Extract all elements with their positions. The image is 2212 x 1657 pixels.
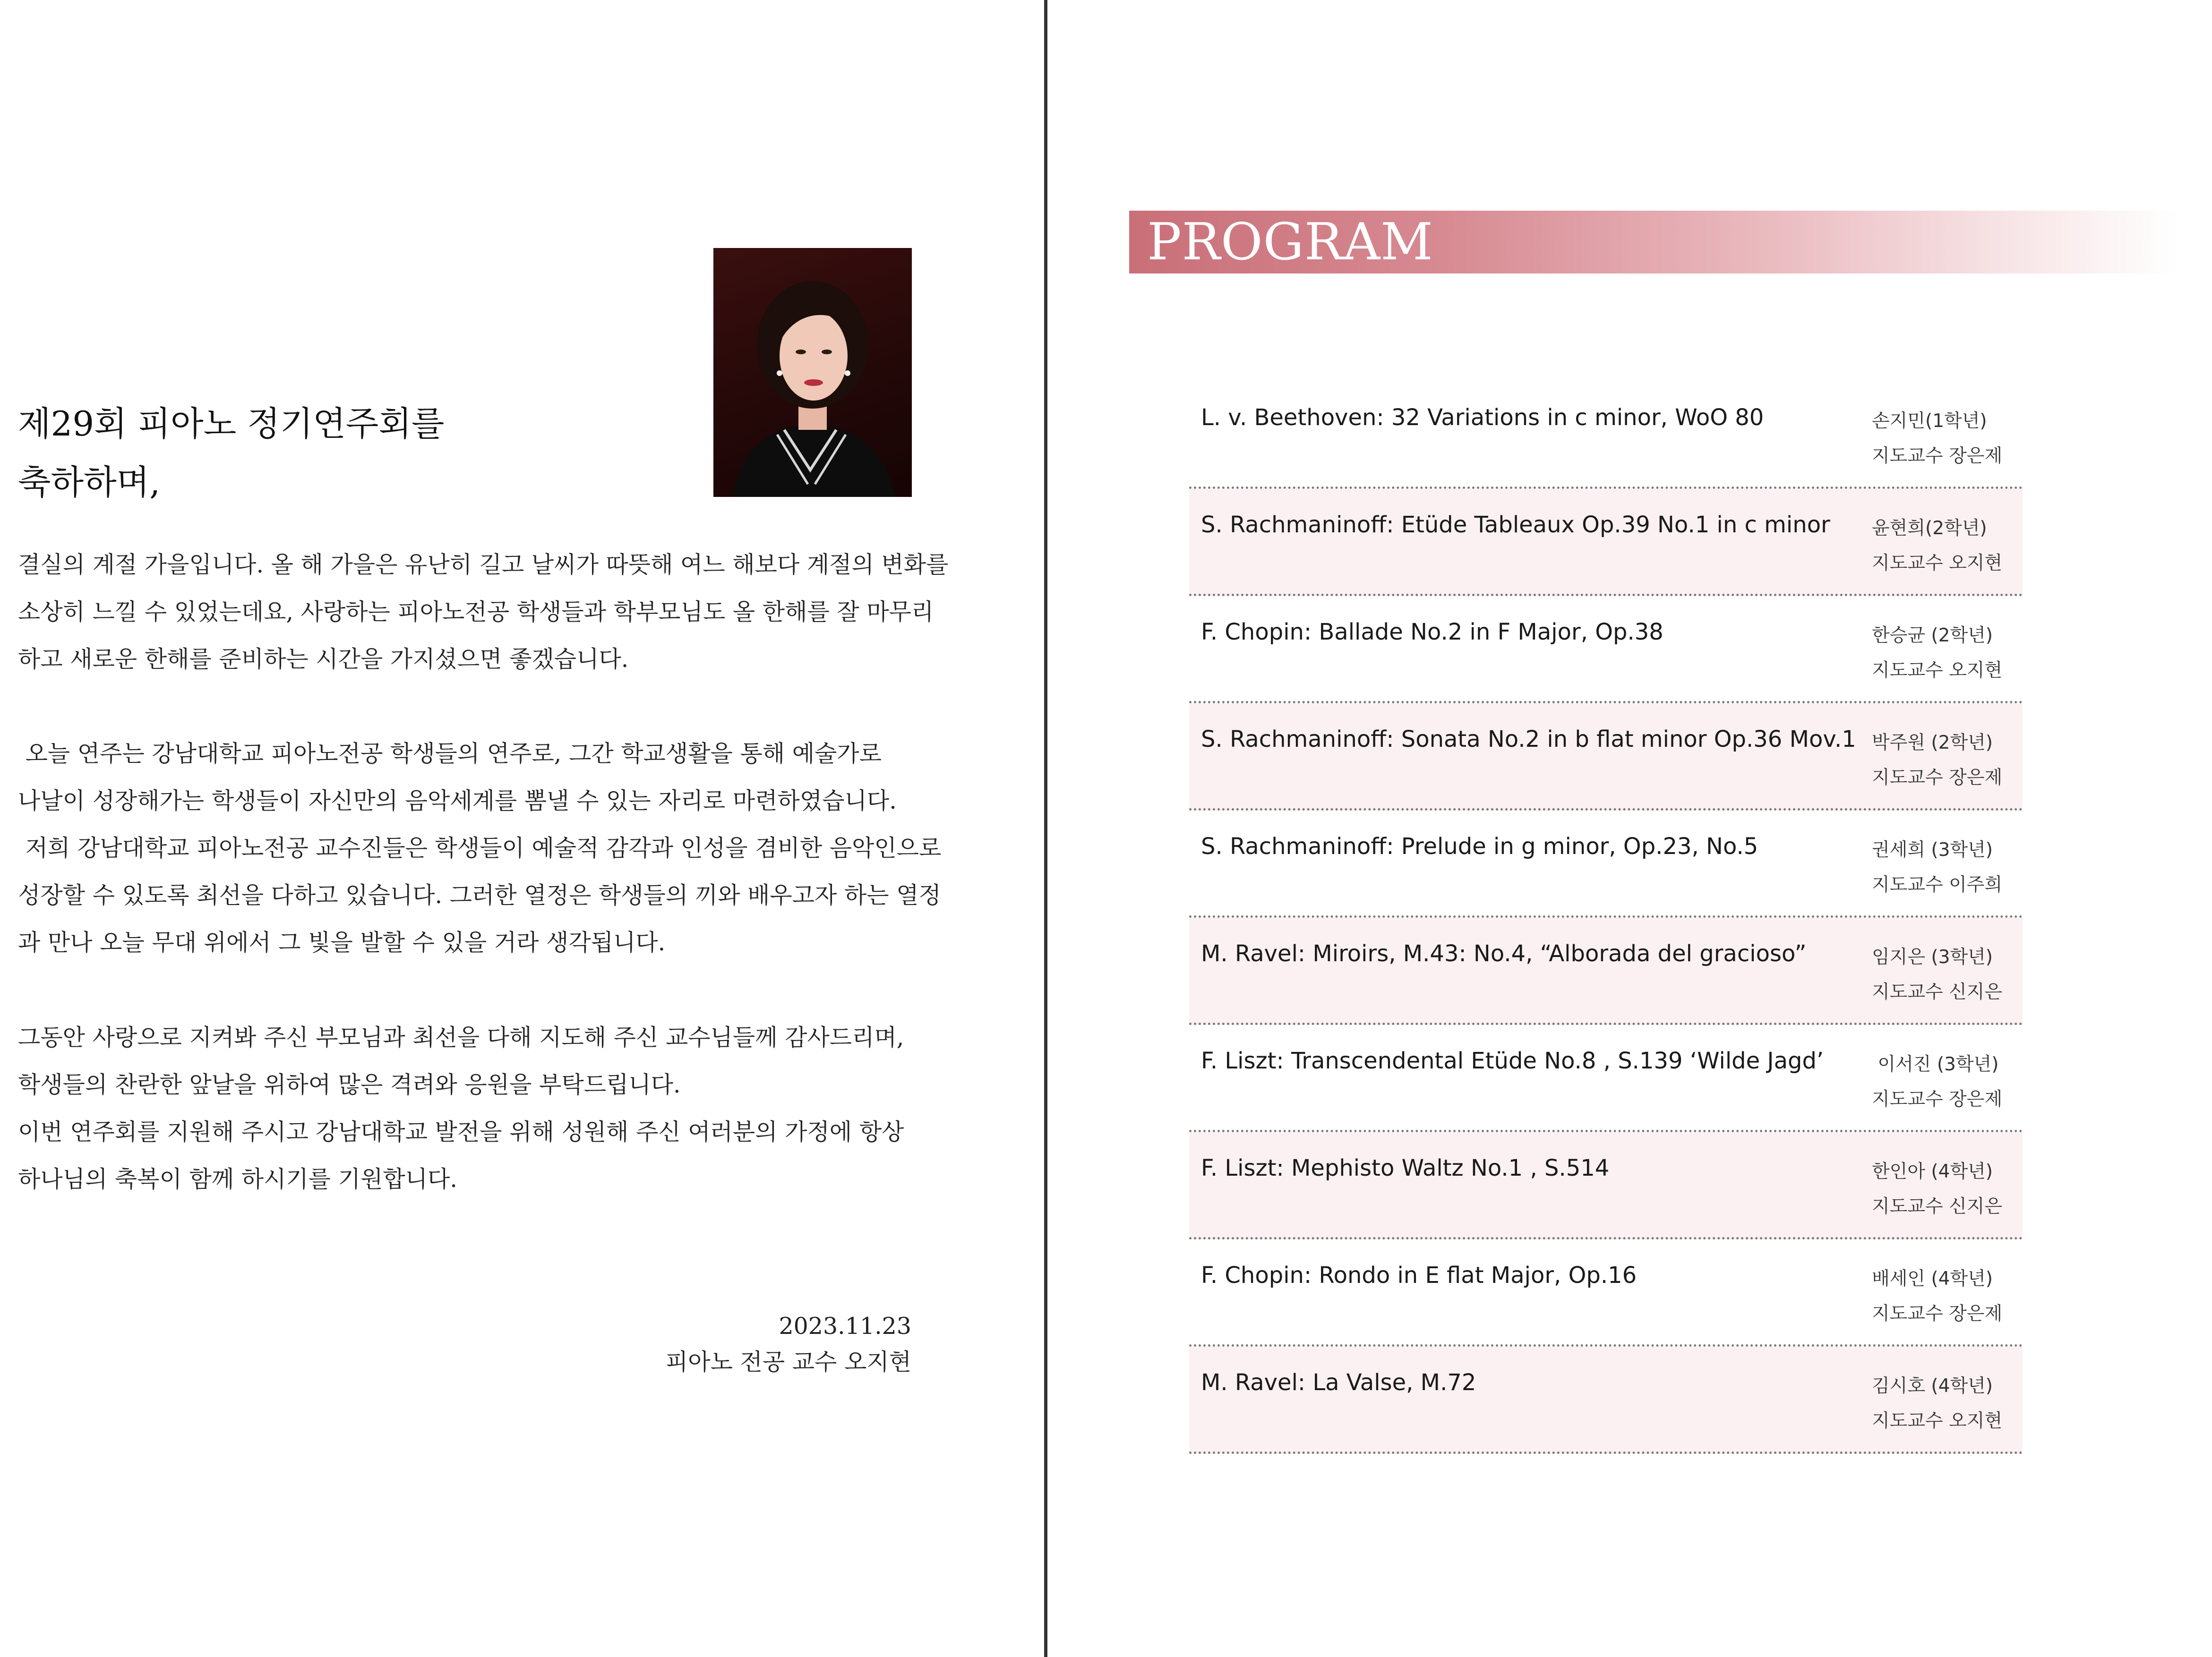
greeting-paragraph-1 bbox=[18, 541, 949, 683]
performer-name: 김시호 (4학년) bbox=[1872, 1375, 1993, 1397]
greeting-title-line: 축하하며, bbox=[18, 462, 161, 502]
piece-title: S. Rachmaninoff: Etüde Tableaux Op.39 No.1 in c minor bbox=[1201, 512, 1830, 538]
program-row bbox=[1189, 1132, 2023, 1239]
teacher-name: 지도교수 장은제 bbox=[1872, 1089, 2003, 1110]
piece-title: F. Liszt: Transcendental Etüde No.8 , S.139 ‘Wilde Jagd’ bbox=[1201, 1048, 1824, 1074]
program-row bbox=[1189, 918, 2023, 1025]
piece-title: M. Ravel: Miroirs, M.43: No.4, “Alborada del gracioso” bbox=[1201, 940, 1807, 967]
greeting-paragraph-3 bbox=[18, 1014, 916, 1203]
text-line: 저희 강남대학교 피아노전공 교수진들은 학생들이 예술적 감각과 인성을 겸비한 음악인으로 bbox=[18, 835, 942, 862]
text-line: 그동안 사랑으로 지켜봐 주신 부모님과 최선을 다해 지도해 주신 교수님들께 감사드리며, bbox=[18, 1024, 904, 1051]
performer-name: 손지민(1학년) bbox=[1872, 410, 1987, 432]
greeting-title-line: 제29회 피아노 정기연주회를 bbox=[18, 404, 445, 444]
piece-title: L. v. Beethoven: 32 Variations in c minor, WoO 80 bbox=[1201, 404, 1764, 431]
piece-title: F. Chopin: Ballade No.2 in F Major, Op.38 bbox=[1201, 619, 1663, 645]
program-title: PROGRAM bbox=[1147, 213, 1433, 272]
text-line: 나날이 성장해가는 학생들이 자신만의 음악세계를 뽐낼 수 있는 자리로 마련하였습니다. bbox=[18, 787, 897, 814]
teacher-name: 지도교수 장은제 bbox=[1872, 1303, 2003, 1324]
text-line: 소상히 느낄 수 있었는데요, 사랑하는 피아노전공 학생들과 학부모님도 올 한해를 잘 마무리 bbox=[18, 598, 934, 625]
greeting-date: 2023.11.23 bbox=[779, 1313, 911, 1340]
program-row bbox=[1189, 382, 2023, 489]
program-row bbox=[1189, 1347, 2023, 1454]
text-line: 하나님의 축복이 함께 하시기를 기원합니다. bbox=[18, 1166, 457, 1193]
piece-title: F. Liszt: Mephisto Waltz No.1 , S.514 bbox=[1201, 1155, 1610, 1181]
text-line: 과 만나 오늘 무대 위에서 그 빛을 발할 수 있을 거라 생각됩니다. bbox=[18, 929, 666, 956]
program-row bbox=[1189, 489, 2023, 596]
performer-name: 윤현희(2학년) bbox=[1872, 518, 1987, 539]
text-line: 학생들의 찬란한 앞날을 위하여 많은 격려와 응원을 부탁드립니다. bbox=[18, 1071, 681, 1098]
text-line: 이번 연주회를 지원해 주시고 강남대학교 발전을 위해 성원해 주신 여러분의 가정에 항상 bbox=[18, 1119, 904, 1145]
program-row bbox=[1189, 596, 2023, 703]
text-line: 결실의 계절 가을입니다. 올 해 가을은 유난히 길고 날씨가 따뜻해 여느 해보다 계절의 변화를 bbox=[18, 551, 949, 578]
teacher-name: 지도교수 신지은 bbox=[1872, 982, 2003, 1003]
text-line: 오늘 연주는 강남대학교 피아노전공 학생들의 연주로, 그간 학교생활을 통해 예술가로 bbox=[18, 740, 882, 767]
teacher-name: 지도교수 신지은 bbox=[1872, 1196, 2003, 1217]
greeting-paragraph-2 bbox=[18, 730, 942, 966]
teacher-name: 지도교수 오지현 bbox=[1872, 1410, 2003, 1432]
program-row bbox=[1189, 1025, 2023, 1132]
performer-name: 권세희 (3학년) bbox=[1872, 839, 1993, 861]
piece-title: S. Rachmaninoff: Prelude in g minor, Op.23, No.5 bbox=[1201, 833, 1758, 860]
program-row bbox=[1189, 811, 2023, 918]
teacher-name: 지도교수 장은제 bbox=[1872, 767, 2003, 788]
greeting-signature: 피아노 전공 교수 오지현 bbox=[665, 1349, 911, 1375]
text-line: 하고 새로운 한해를 준비하는 시간을 가지셨으면 좋겠습니다. bbox=[18, 646, 629, 673]
text-line: 성장할 수 있도록 최선을 다하고 있습니다. 그러한 열정은 학생들의 끼와 배우고자 하는 열정 bbox=[18, 882, 941, 909]
teacher-name: 지도교수 오지현 bbox=[1872, 553, 2003, 574]
program-banner bbox=[1129, 211, 2178, 273]
page-divider bbox=[1044, 0, 1047, 1657]
professor-portrait-photo bbox=[713, 248, 912, 497]
teacher-name: 지도교수 장은제 bbox=[1872, 445, 2003, 467]
program-row bbox=[1189, 703, 2023, 811]
performer-name: 배세인 (4학년) bbox=[1872, 1268, 1993, 1290]
performer-name: 임지은 (3학년) bbox=[1872, 947, 1993, 968]
performer-name: 한승균 (2학년) bbox=[1872, 625, 1993, 646]
piece-title: M. Ravel: La Valse, M.72 bbox=[1201, 1369, 1476, 1396]
greeting-title bbox=[18, 394, 444, 512]
program-list bbox=[1189, 382, 2023, 1454]
program-row bbox=[1189, 1239, 2023, 1347]
performer-name: 이서진 (3학년) bbox=[1872, 1054, 1999, 1075]
performer-name: 한인아 (4학년) bbox=[1872, 1161, 1993, 1182]
teacher-name: 지도교수 이주희 bbox=[1872, 874, 2003, 896]
performer-name: 박주원 (2학년) bbox=[1872, 732, 1993, 753]
teacher-name: 지도교수 오지현 bbox=[1872, 660, 2003, 681]
piece-title: S. Rachmaninoff: Sonata No.2 in b flat minor Op.36 Mov.1 bbox=[1201, 726, 1856, 752]
piece-title: F. Chopin: Rondo in E flat Major, Op.16 bbox=[1201, 1262, 1637, 1289]
greeting-signoff bbox=[666, 1308, 911, 1380]
